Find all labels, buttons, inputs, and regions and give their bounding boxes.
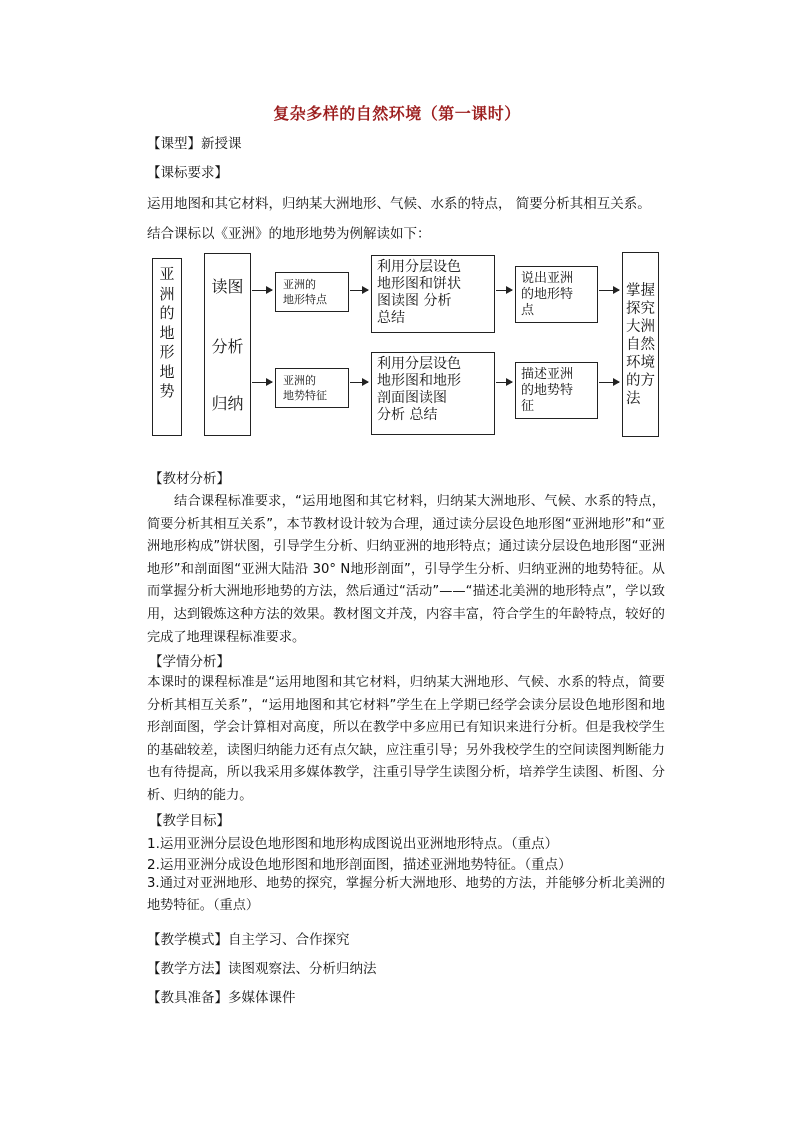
- student-heading: 【学情分析】: [149, 654, 230, 670]
- lower-result-box: 描述亚洲 的地势特 征: [515, 362, 598, 419]
- teaching-mode: 【教学模式】自主学习、合作探究: [147, 932, 350, 948]
- diagram-left-box: 亚 洲 的 地 形 地 势: [152, 258, 182, 436]
- standard-intro: 结合课标以《亚洲》的地形地势为例解读如下：: [147, 226, 431, 242]
- step-read: 读图: [211, 277, 244, 296]
- textbook-heading: 【教材分析】: [149, 471, 230, 487]
- arrow-1: [252, 290, 272, 291]
- arrow-6: [496, 382, 512, 383]
- teaching-method: 【教学方法】读图观察法、分析归纳法: [147, 961, 377, 977]
- goals-heading: 【教学目标】: [149, 813, 230, 829]
- arrow-4: [350, 382, 368, 383]
- lower-topic-box: 亚洲的 地势特征: [275, 368, 349, 408]
- arrow-2: [252, 382, 272, 383]
- teaching-tools: 【教具准备】多媒体课件: [147, 990, 296, 1006]
- goal-1: 1.运用亚洲分层设色地形图和地形构成图说出亚洲地形特点。（重点）: [147, 836, 559, 852]
- goal-2: 2.运用亚洲分成设色地形图和地形剖面图，描述亚洲地势特征。（重点）: [147, 857, 572, 873]
- student-analysis: [147, 672, 665, 808]
- arrow-8: [599, 382, 619, 383]
- diagram-steps-box: [204, 253, 251, 436]
- upper-method-box: 利用分层设色 地形图和饼状 图读图 分析 总结: [371, 255, 495, 333]
- arrow-3: [350, 290, 368, 291]
- arrow-5: [496, 290, 512, 291]
- lower-method-box: 利用分层设色 地形图和地形 剖面图读图 分析 总结: [371, 352, 495, 435]
- upper-result-box: 说出亚洲 的地形特 点: [515, 266, 598, 323]
- lesson-type: 【课型】新授课: [147, 136, 242, 152]
- textbook-analysis: 结合课程标准要求，“运用地图和其它材料，归纳某大洲地形、气候、水系的特点，简要分析其相互关系”，本节教材设计较为合理，通过读分层设色地形图“亚洲地形”和“亚洲地形构成”饼状图，引导学生分析、归纳亚洲的地形特点；通过读分层设色地形图“亚洲地形”和剖面图“亚洲大陆沿 30° N地形剖面”，引导学生分析、归纳亚洲的地势特征。从而掌握分析大洲地形地势的方法，然后通过“活动”——“描述北美洲的地形特点”，学以致用，达到锻炼这种方法的效果。教材图文并茂，内容丰富，符合学生的年龄特点，较好的完成了地理课程标准要求。: [147, 494, 665, 645]
- page-title: 复杂多样的自然环境（第一课时）: [273, 104, 521, 123]
- diagram-right-box: 掌握 探究 大洲 自然 环境 的方 法: [622, 252, 659, 437]
- step-summarize: 归纳: [211, 394, 244, 413]
- goal-3: 3.通过对亚洲地形、地势的探究，掌握分析大洲地形、地势的方法，并能够分析北美洲的地势特征。（重点）: [147, 876, 665, 913]
- upper-topic-box: 亚洲的 地形特点: [275, 272, 349, 312]
- arrow-7: [599, 290, 619, 291]
- step-analyze: 分析: [211, 337, 244, 356]
- standard-text: 运用地图和其它材料，归纳某大洲地形、气候、水系的特点， 简要分析其相互关系。: [147, 196, 651, 212]
- standard-heading: 【课标要求】: [147, 165, 228, 181]
- student-analysis-text: 本课时的课程标准是“运用地图和其它材料，归纳某大洲地形、气候、水系的特点，简要分析其相互关系”，“运用地图和其它材料”学生在上学期已经学会读分层设色地形图和地形剖面图，学会计算相对高度，所以在教学中多应用已有知识来进行分析。但是我校学生的基础较差，读图归纳能力还有点欠缺，应注重引导；另外我校学生的空间读图判断能力也有待提高，所以我采用多媒体教学，注重引导学生读图分析，培养学生读图、析图、分析、归纳的能力。: [147, 675, 665, 803]
